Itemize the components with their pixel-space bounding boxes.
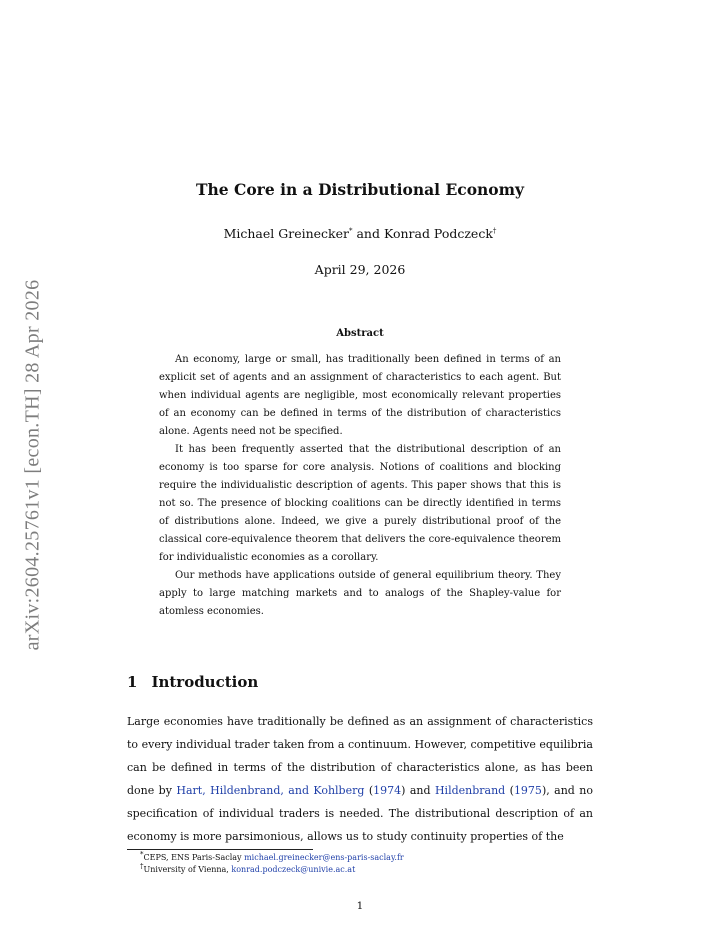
footnote-mark: † — [140, 862, 144, 871]
abstract-body — [159, 351, 561, 621]
footnote-mark: * — [140, 850, 144, 859]
footnotes — [140, 852, 404, 876]
body-text: , and no specification of individual traders is needed. The distributional description of an economy is more parsimonious, allows us to study continuity properties of the — [127, 784, 593, 843]
author-name: Michael Greinecker — [223, 226, 349, 241]
section-heading — [127, 673, 258, 691]
abstract-paragraph: Our methods have applications outside of general equilibrium theory. They apply to large matching markets and to analogs of the Shapley-value for atomless economies. — [159, 570, 561, 617]
author-name: Konrad Podczeck — [383, 226, 493, 241]
citation-link[interactable]: Hart, Hildenbrand, and Kohlberg — [176, 784, 365, 797]
citation-paren: ( — [505, 784, 514, 797]
email-link[interactable]: konrad.podczeck@univie.ac.at — [231, 865, 356, 874]
citation-paren: ) — [401, 784, 406, 797]
section-title: Introduction — [151, 673, 259, 691]
paper-date: April 29, 2026 — [314, 262, 406, 277]
abstract-paragraph: An economy, large or small, has traditionally been defined in terms of an explicit set of agents and an assignment of characteristics to each agent. But when individual agents are negligible, most economically relevant properties of an economy can be defined in terms of the distribution of characteristics alone. Agents need not be specified. — [159, 354, 561, 437]
abstract-paragraph: It has been frequently asserted that the distributional description of an economy is too sparse for core analysis. Notions of coalitions and blocking require the individualistic description of agents. This paper shows that this is not so. The presence of blocking coalitions can be directly identified in terms of distributions alone. Indeed, we give a purely distributional proof of the classical core-equivalence theorem that delivers the core-equivalence theorem for individualistic economies as a corollary. — [159, 444, 561, 563]
footnote-divider — [127, 849, 313, 850]
page-number: 1 — [356, 900, 364, 912]
arxiv-identifier-stamp: arXiv:2604.25761v1 [econ.TH] 28 Apr 2026 — [21, 279, 44, 651]
paper-title: The Core in a Distributional Economy — [195, 180, 525, 199]
body-text: Large economies have traditionally be defined as an assignment of characteristics to every individual trader taken from a continuum. However, competitive equilibria can be defined in terms of the distribution of characteristics alone, as has been done by — [127, 715, 593, 797]
footnote-1 — [140, 852, 404, 864]
citation-link[interactable]: Hildenbrand — [434, 784, 506, 797]
footnote-mark[interactable]: * — [348, 226, 353, 235]
body-text: and — [405, 784, 435, 797]
intro-paragraph — [127, 710, 593, 848]
footnote-affiliation: University of Vienna, — [143, 865, 232, 874]
citation-year-link[interactable]: 1975 — [513, 784, 542, 797]
email-link[interactable]: michael.greinecker@ens-paris-saclay.fr — [244, 853, 404, 862]
author-line — [0, 226, 720, 241]
footnote-2 — [140, 864, 404, 876]
footnote-mark[interactable]: † — [492, 226, 497, 235]
footnote-affiliation: CEPS, ENS Paris-Saclay — [143, 853, 245, 862]
abstract-heading: Abstract — [336, 328, 384, 339]
citation-paren: ( — [364, 784, 374, 797]
section-number: 1 — [127, 673, 138, 691]
citation-paren: ) — [541, 784, 547, 797]
author-conjunction: and — [352, 226, 384, 241]
citation-year-link[interactable]: 1974 — [373, 784, 402, 797]
